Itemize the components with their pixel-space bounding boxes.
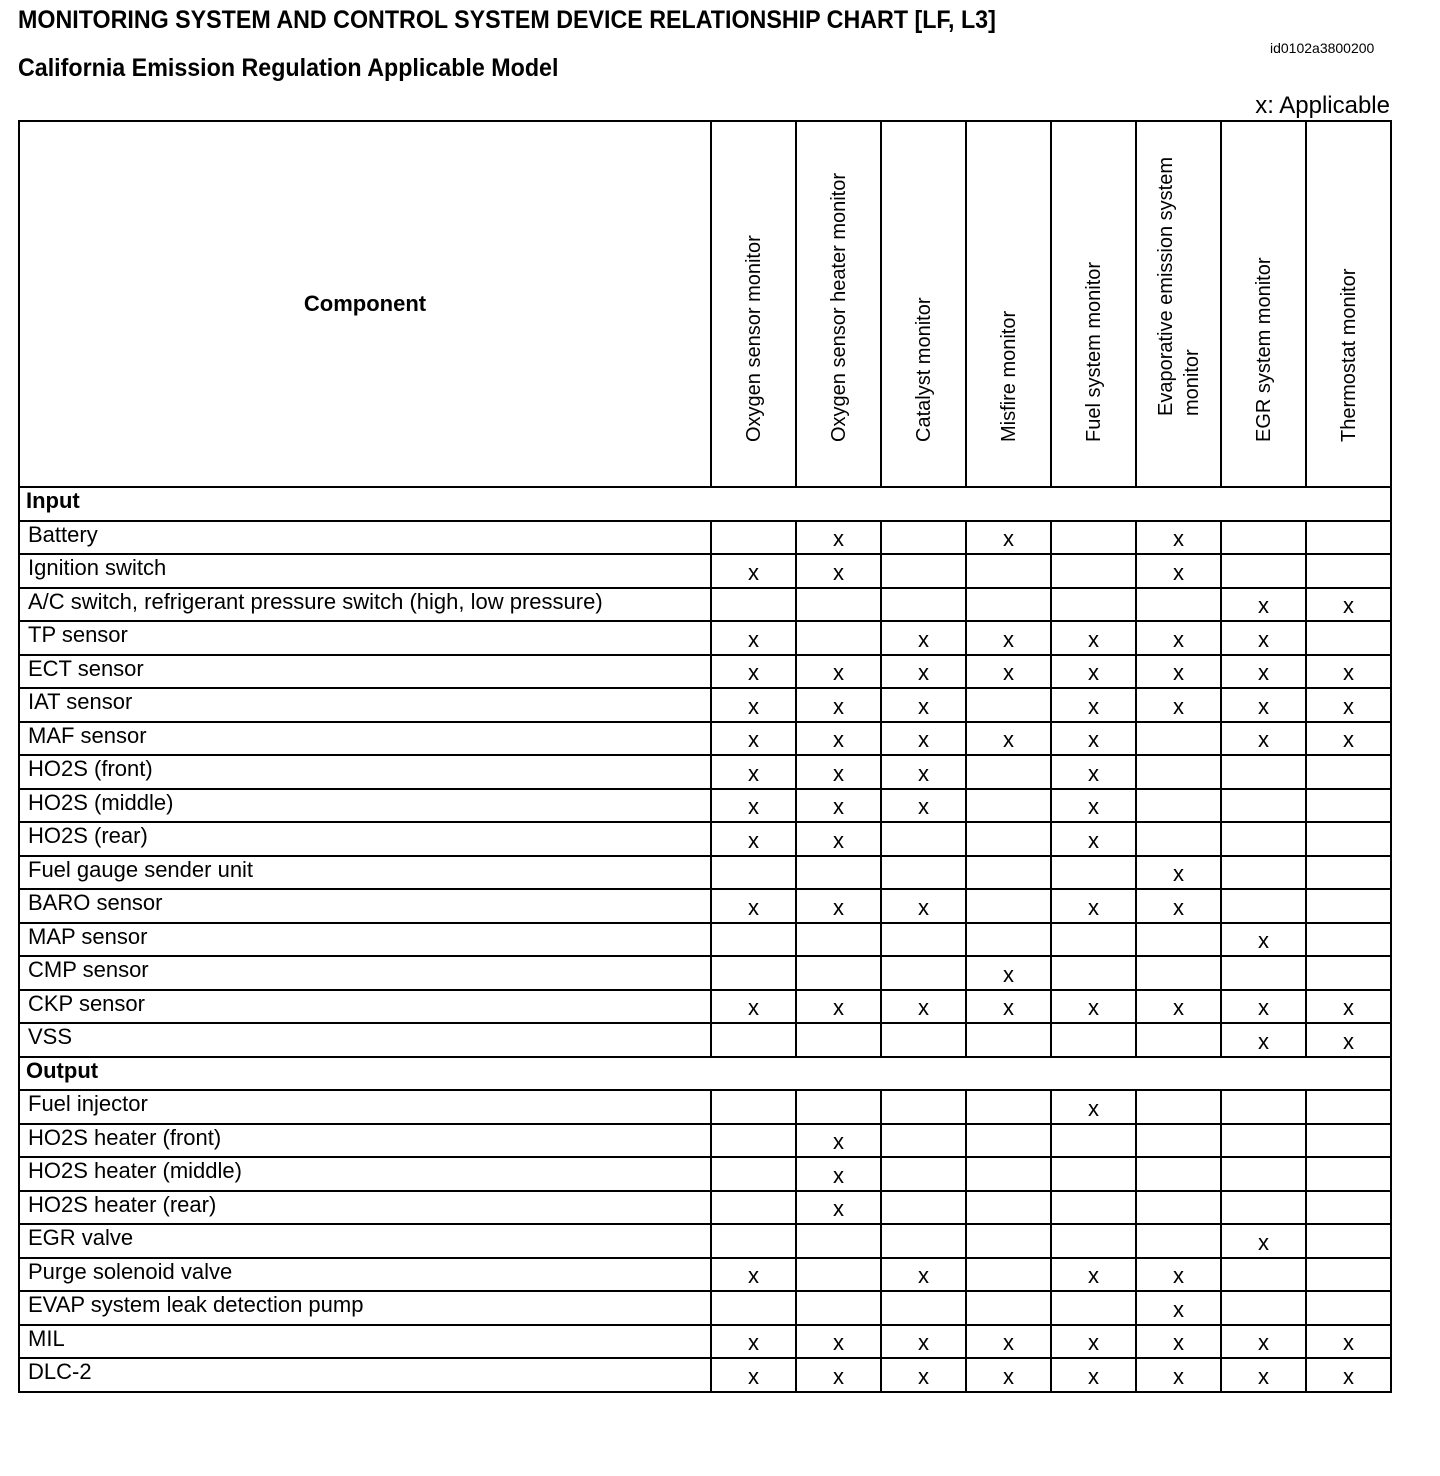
applicable-cell [711,956,796,990]
table-row [19,789,1391,823]
table-row [19,1325,1391,1359]
applicable-cell: x [881,889,966,923]
applicable-cell: x [1051,889,1136,923]
applicable-cell [1306,889,1391,923]
component-name: HO2S heater (front) [19,1124,711,1158]
section-row [19,487,1391,521]
applicable-cell [966,1224,1051,1258]
applicable-cell: x [1306,1023,1391,1057]
table-row [19,1124,1391,1158]
applicable-cell: x [1306,990,1391,1024]
applicable-cell [1136,588,1221,622]
component-name: MIL [19,1325,711,1359]
applicable-cell [711,1291,796,1325]
applicable-cell: x [1051,755,1136,789]
applicable-cell [966,923,1051,957]
table-row [19,822,1391,856]
applicable-cell: x [796,889,881,923]
applicable-cell: x [966,1325,1051,1359]
applicable-cell: x [1136,688,1221,722]
applicable-cell: x [796,554,881,588]
applicable-cell [1051,1224,1136,1258]
applicable-cell [711,588,796,622]
component-name: HO2S (rear) [19,822,711,856]
applicable-cell: x [966,722,1051,756]
applicable-cell [1306,621,1391,655]
applicable-cell: x [1136,554,1221,588]
applicable-cell: x [966,521,1051,555]
applicable-cell: x [796,521,881,555]
table-row [19,1358,1391,1392]
applicable-cell [966,1023,1051,1057]
table-row [19,588,1391,622]
applicable-cell [966,554,1051,588]
monitor-header [796,121,881,487]
applicable-cell [1306,1258,1391,1292]
table-row [19,856,1391,890]
applicable-cell: x [881,1358,966,1392]
applicable-cell: x [1051,655,1136,689]
applicable-cell: x [796,1124,881,1158]
applicable-cell: x [1051,722,1136,756]
component-name: HO2S (middle) [19,789,711,823]
applicable-cell: x [711,889,796,923]
applicable-cell [1051,1191,1136,1225]
applicable-cell: x [1221,688,1306,722]
page-title: MONITORING SYSTEM AND CONTROL SYSTEM DEVICE RELATIONSHIP CHART [LF, L3] [18,6,996,34]
table-row [19,521,1391,555]
applicable-cell [881,856,966,890]
applicable-cell: x [1221,923,1306,957]
applicable-cell [966,1124,1051,1158]
monitor-header [966,121,1051,487]
applicable-cell: x [1221,621,1306,655]
component-name: DLC-2 [19,1358,711,1392]
applicable-cell [711,923,796,957]
applicable-cell [1136,1090,1221,1124]
applicable-cell: x [881,990,966,1024]
monitor-header [1136,121,1221,487]
applicable-cell: x [1136,856,1221,890]
applicable-cell [1306,789,1391,823]
component-name: EGR valve [19,1224,711,1258]
applicable-cell [1306,755,1391,789]
applicable-cell: x [1306,588,1391,622]
component-name: CKP sensor [19,990,711,1024]
applicable-cell [1221,1258,1306,1292]
applicable-cell [1306,1124,1391,1158]
component-name: Purge solenoid valve [19,1258,711,1292]
applicable-cell: x [711,990,796,1024]
applicable-cell [796,1224,881,1258]
monitor-header [1306,121,1391,487]
applicable-cell [1221,554,1306,588]
applicable-cell [881,588,966,622]
applicable-cell [1221,856,1306,890]
component-name: HO2S heater (rear) [19,1191,711,1225]
applicable-cell: x [796,688,881,722]
applicable-cell [881,822,966,856]
relationship-table [18,120,1392,1393]
applicable-cell [1221,956,1306,990]
table-row [19,1023,1391,1057]
section-label: Input [19,487,1391,521]
monitor-label: Thermostat monitor [1337,268,1360,442]
applicable-cell: x [881,621,966,655]
applicable-cell: x [966,1358,1051,1392]
applicable-cell [1051,521,1136,555]
applicable-cell: x [1051,1258,1136,1292]
section-label: Output [19,1057,1391,1091]
monitor-label: EGR system monitor [1252,257,1275,442]
table-row [19,722,1391,756]
applicable-cell: x [1136,889,1221,923]
applicable-cell [1051,588,1136,622]
applicable-cell: x [1221,990,1306,1024]
applicable-cell [881,956,966,990]
page-subtitle: California Emission Regulation Applicable Model [18,54,559,82]
applicable-cell: x [881,1258,966,1292]
monitor-label: Oxygen sensor monitor [742,235,765,442]
applicable-cell: x [1136,1325,1221,1359]
component-name: Ignition switch [19,554,711,588]
applicable-cell: x [796,655,881,689]
applicable-cell: x [711,621,796,655]
applicable-cell [966,588,1051,622]
applicable-cell [881,1090,966,1124]
applicable-cell [796,621,881,655]
applicable-cell: x [1051,990,1136,1024]
table-row [19,956,1391,990]
applicable-cell [796,1090,881,1124]
applicable-cell [1136,822,1221,856]
monitor-label: Fuel system monitor [1082,261,1105,442]
applicable-cell [1221,1124,1306,1158]
table-row [19,1090,1391,1124]
component-name: Fuel injector [19,1090,711,1124]
component-name: EVAP system leak detection pump [19,1291,711,1325]
applicable-cell [1136,956,1221,990]
applicable-cell: x [1051,822,1136,856]
applicable-cell [796,1023,881,1057]
applicable-cell [711,521,796,555]
applicable-cell [966,1258,1051,1292]
applicable-cell [796,1291,881,1325]
component-name: Battery [19,521,711,555]
applicable-cell: x [796,755,881,789]
applicable-cell [1221,889,1306,923]
applicable-cell: x [881,688,966,722]
monitor-header [881,121,966,487]
applicable-cell [1306,956,1391,990]
applicable-cell [1221,755,1306,789]
applicable-cell: x [796,1358,881,1392]
applicable-cell [711,1224,796,1258]
monitor-header [711,121,796,487]
applicable-cell [796,1258,881,1292]
applicable-cell [1136,1023,1221,1057]
applicable-cell [966,1090,1051,1124]
component-name: HO2S heater (middle) [19,1157,711,1191]
applicable-cell: x [1221,1358,1306,1392]
component-name: MAF sensor [19,722,711,756]
table-row [19,923,1391,957]
applicable-cell: x [1136,521,1221,555]
applicable-cell: x [1136,1258,1221,1292]
applicable-cell: x [711,755,796,789]
applicable-cell: x [711,554,796,588]
applicable-cell: x [1306,688,1391,722]
applicable-cell [966,856,1051,890]
applicable-cell [1136,1191,1221,1225]
applicable-cell [966,789,1051,823]
applicable-cell: x [1221,588,1306,622]
component-name: TP sensor [19,621,711,655]
table-row [19,621,1391,655]
applicable-cell [1306,1157,1391,1191]
applicable-cell [1136,1224,1221,1258]
monitor-label: Evaporative emission system monitor [1154,157,1203,416]
table-row [19,1258,1391,1292]
component-name: ECT sensor [19,655,711,689]
applicable-cell [796,956,881,990]
applicable-cell [881,1224,966,1258]
applicable-cell [881,554,966,588]
header-row [19,121,1391,487]
table-row [19,990,1391,1024]
applicable-cell: x [881,655,966,689]
applicable-cell: x [1051,688,1136,722]
table-row [19,655,1391,689]
table-row [19,1291,1391,1325]
applicable-cell: x [881,722,966,756]
applicable-cell [1306,856,1391,890]
applicable-cell [1306,1191,1391,1225]
applicable-cell [1051,1124,1136,1158]
applicable-cell [1306,1291,1391,1325]
applicable-cell [1051,1291,1136,1325]
section-row [19,1057,1391,1091]
applicable-cell [966,822,1051,856]
component-name: HO2S (front) [19,755,711,789]
applicable-cell [881,923,966,957]
applicable-cell [1136,1157,1221,1191]
applicable-cell [881,521,966,555]
monitor-label: Misfire monitor [997,310,1020,442]
applicable-cell: x [796,1325,881,1359]
applicable-cell [796,588,881,622]
applicable-cell [1136,789,1221,823]
applicable-cell [1306,1224,1391,1258]
applicable-cell: x [881,755,966,789]
applicable-cell [966,1157,1051,1191]
applicable-cell: x [796,1157,881,1191]
component-name: CMP sensor [19,956,711,990]
applicable-cell: x [1221,1224,1306,1258]
applicable-cell [1221,789,1306,823]
applicable-cell: x [796,789,881,823]
monitor-header [1051,121,1136,487]
applicable-cell: x [1051,789,1136,823]
applicable-cell [1051,1157,1136,1191]
applicable-cell [1136,722,1221,756]
applicable-cell [1221,521,1306,555]
applicable-cell: x [1136,990,1221,1024]
monitor-label: Catalyst monitor [912,297,935,442]
table-row [19,889,1391,923]
table-row [19,688,1391,722]
applicable-cell: x [1051,1325,1136,1359]
applicable-cell: x [1136,621,1221,655]
applicable-cell: x [1136,1291,1221,1325]
applicable-cell [1306,521,1391,555]
applicable-cell: x [966,990,1051,1024]
applicable-cell: x [1221,1325,1306,1359]
applicable-cell [1306,822,1391,856]
table-row [19,554,1391,588]
applicable-cell: x [796,1191,881,1225]
applicable-cell: x [711,1358,796,1392]
applicable-cell [966,889,1051,923]
applicable-cell [966,688,1051,722]
table-row [19,1224,1391,1258]
component-name: Fuel gauge sender unit [19,856,711,890]
applicable-cell: x [711,1258,796,1292]
applicable-cell [1136,1124,1221,1158]
applicable-cell [1051,554,1136,588]
applicable-cell: x [796,990,881,1024]
applicable-cell [881,1124,966,1158]
table-row [19,755,1391,789]
component-name: VSS [19,1023,711,1057]
applicable-cell: x [1306,1325,1391,1359]
applicable-cell [1221,1157,1306,1191]
applicable-cell [711,1023,796,1057]
applicable-cell: x [966,956,1051,990]
component-name: IAT sensor [19,688,711,722]
applicable-cell: x [966,655,1051,689]
component-name: BARO sensor [19,889,711,923]
applicable-cell [1051,856,1136,890]
applicable-cell: x [796,822,881,856]
applicable-cell [1051,956,1136,990]
applicable-cell: x [1221,1023,1306,1057]
legend: x: Applicable [1255,92,1390,119]
applicable-cell: x [1306,1358,1391,1392]
applicable-cell: x [1136,1358,1221,1392]
applicable-cell [796,856,881,890]
applicable-cell: x [1221,655,1306,689]
applicable-cell [1051,923,1136,957]
applicable-cell: x [881,789,966,823]
component-header: Component [19,121,711,487]
applicable-cell [1051,1023,1136,1057]
applicable-cell: x [711,655,796,689]
applicable-cell: x [711,722,796,756]
applicable-cell [1221,1291,1306,1325]
monitor-label: Oxygen sensor heater monitor [827,172,850,442]
applicable-cell [711,856,796,890]
applicable-cell [711,1090,796,1124]
applicable-cell: x [711,822,796,856]
applicable-cell: x [711,1325,796,1359]
applicable-cell [881,1023,966,1057]
monitor-header [1221,121,1306,487]
applicable-cell: x [1136,655,1221,689]
applicable-cell [1221,822,1306,856]
applicable-cell [1306,923,1391,957]
applicable-cell: x [1306,722,1391,756]
applicable-cell: x [1306,655,1391,689]
applicable-cell [711,1157,796,1191]
applicable-cell [966,1191,1051,1225]
applicable-cell: x [1051,1090,1136,1124]
component-name: A/C switch, refrigerant pressure switch (high, low pressure) [19,588,711,622]
applicable-cell: x [711,688,796,722]
applicable-cell: x [1051,1358,1136,1392]
applicable-cell [711,1124,796,1158]
applicable-cell [881,1191,966,1225]
applicable-cell [1306,554,1391,588]
applicable-cell: x [711,789,796,823]
applicable-cell [1136,923,1221,957]
applicable-cell [881,1157,966,1191]
applicable-cell [796,923,881,957]
applicable-cell [1136,755,1221,789]
applicable-cell [1221,1191,1306,1225]
document-id: id0102a3800200 [1270,40,1375,56]
table-row [19,1191,1391,1225]
applicable-cell [881,1291,966,1325]
applicable-cell: x [966,621,1051,655]
applicable-cell: x [1221,722,1306,756]
table-row [19,1157,1391,1191]
applicable-cell [711,1191,796,1225]
applicable-cell [1221,1090,1306,1124]
applicable-cell [966,1291,1051,1325]
applicable-cell: x [881,1325,966,1359]
applicable-cell: x [1051,621,1136,655]
applicable-cell [966,755,1051,789]
applicable-cell: x [796,722,881,756]
component-name: MAP sensor [19,923,711,957]
applicable-cell [1306,1090,1391,1124]
